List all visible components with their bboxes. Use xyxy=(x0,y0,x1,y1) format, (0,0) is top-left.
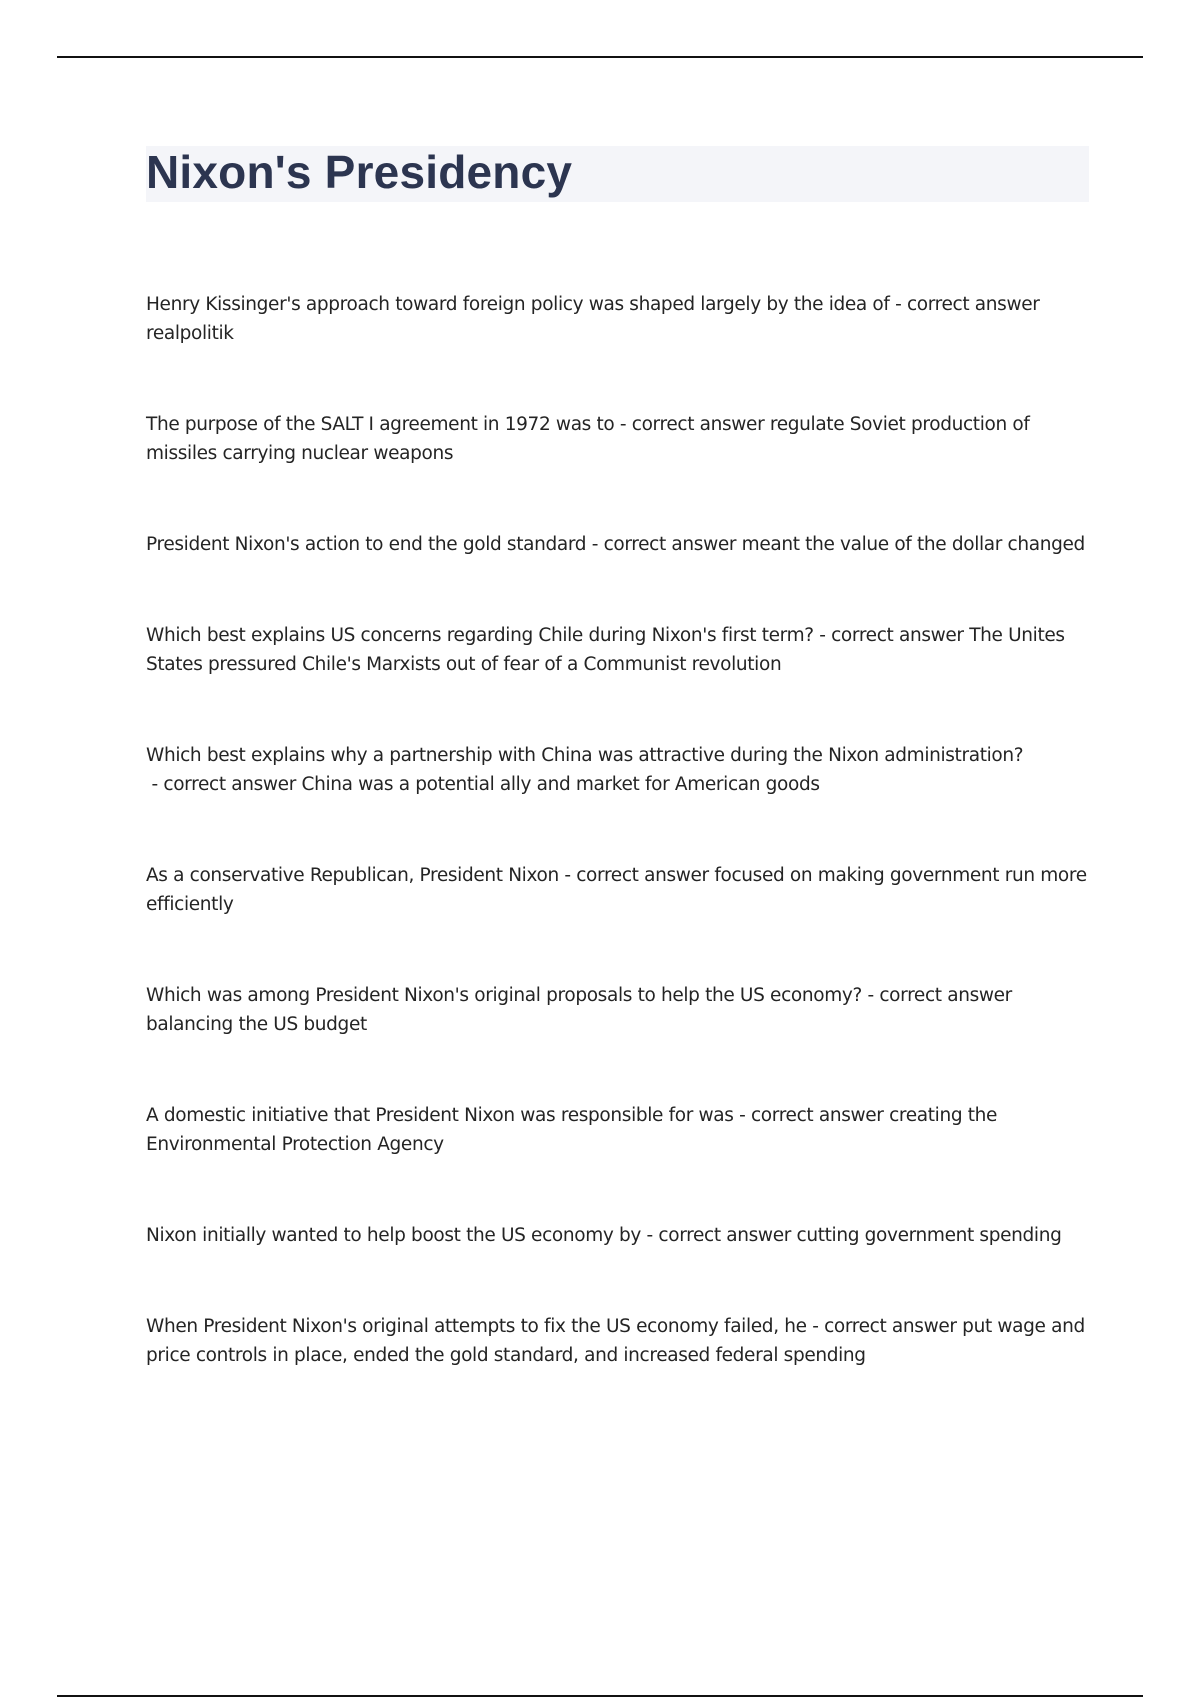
answer-text: cutting government spending xyxy=(796,1225,1062,1246)
answer-marker: correct answer xyxy=(576,865,709,886)
answer-text: regulate Soviet production of missiles carrying nuclear weapons xyxy=(146,414,1030,464)
separator: - xyxy=(806,1316,825,1337)
separator: - xyxy=(558,865,577,886)
answer-marker: correct answer xyxy=(879,985,1012,1006)
question-text: As a conservative Republican, President Nixon xyxy=(146,865,559,886)
answer-text: put wage and price controls in place, ended the gold standard, and increased federal spending xyxy=(146,1316,1085,1366)
separator: - xyxy=(861,985,880,1006)
question-text: Nixon initially wanted to help boost the US economy by xyxy=(146,1225,642,1246)
question-text: Henry Kissinger's approach toward foreign policy was shaped largely by the idea of xyxy=(146,294,890,315)
separator: - xyxy=(586,534,604,555)
question-text: Which best explains US concerns regarding Chile during Nixon's first term? xyxy=(146,625,814,646)
question-text: President Nixon's action to end the gold standard xyxy=(146,534,587,555)
answer-text: meant the value of the dollar changed xyxy=(741,534,1085,555)
answer-text: balancing the US budget xyxy=(146,1014,367,1035)
separator: - xyxy=(641,1225,659,1246)
qa-item xyxy=(146,1101,1096,1159)
qa-item xyxy=(146,1312,1096,1370)
answer-marker: correct answer xyxy=(631,414,765,435)
qa-item xyxy=(146,741,1096,799)
answer-marker: correct answer xyxy=(906,294,1040,315)
answer-text: focused on making government run more efficiently xyxy=(146,865,1087,915)
answer-marker: correct answer xyxy=(750,1105,884,1126)
answer-marker: correct answer xyxy=(603,534,737,555)
separator: - xyxy=(813,625,832,646)
page-title: Nixon's Presidency xyxy=(146,146,573,198)
separator: - xyxy=(614,414,632,435)
separator: - xyxy=(146,774,164,795)
qa-item xyxy=(146,861,1096,919)
answer-text: realpolitik xyxy=(146,323,234,344)
question-text: When President Nixon's original attempts to fix the US economy failed, he xyxy=(146,1316,807,1337)
question-text: Which best explains why a partnership with China was attractive during the Nixon administration? xyxy=(146,745,1024,766)
answer-text: creating the Environmental Protection Agency xyxy=(146,1105,998,1155)
answer-marker: correct answer xyxy=(824,1316,957,1337)
answer-marker: correct answer xyxy=(658,1225,791,1246)
bottom-rule xyxy=(57,1695,1143,1697)
question-text: The purpose of the SALT I agreement in 1972 was to xyxy=(146,414,615,435)
qa-item xyxy=(146,530,1096,559)
separator: - xyxy=(733,1105,751,1126)
qa-item xyxy=(146,981,1096,1039)
top-rule xyxy=(57,56,1143,58)
answer-text: China was a potential ally and market for American goods xyxy=(301,774,820,795)
qa-item xyxy=(146,1221,1096,1250)
qa-item xyxy=(146,621,1096,679)
separator: - xyxy=(889,294,907,315)
answer-marker: correct answer xyxy=(163,774,296,795)
qa-list xyxy=(146,290,1096,1432)
answer-text: The Unites States pressured Chile's Marxists out of fear of a Communist revolution xyxy=(146,625,1065,675)
question-text: A domestic initiative that President Nixon was responsible for was xyxy=(146,1105,734,1126)
qa-item xyxy=(146,410,1096,468)
qa-item xyxy=(146,290,1096,348)
question-text: Which was among President Nixon's original proposals to help the US economy? xyxy=(146,985,862,1006)
answer-marker: correct answer xyxy=(831,625,964,646)
